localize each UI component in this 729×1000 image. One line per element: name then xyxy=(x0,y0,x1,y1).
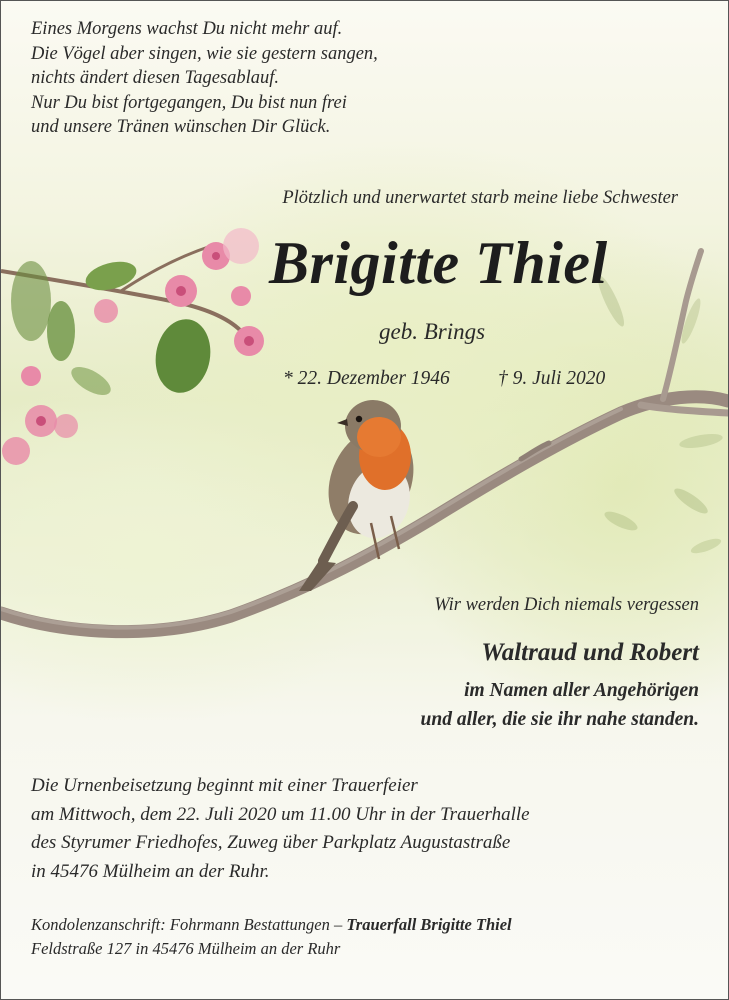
poem-line: nichts ändert diesen Tagesablauf. xyxy=(31,68,280,88)
poem-line: Nur Du bist fortgegangen, Du bist nun frei xyxy=(31,92,347,113)
poem-line: und unsere Tränen wünschen Dir Glück. xyxy=(31,117,331,137)
condolence-line xyxy=(31,913,512,937)
poem-line: Die Vögel aber singen, wie sie gestern sangen, xyxy=(31,43,378,64)
funeral-line: des Styrumer Friedhofes, Zuweg über Parkplatz Augustastraße xyxy=(31,832,511,853)
relatives-text xyxy=(421,676,699,734)
condolence-address xyxy=(31,913,512,960)
condolence-case: Trauerfall Brigitte Thiel xyxy=(346,915,512,934)
relatives-line: im Namen aller Angehörigen xyxy=(464,680,699,701)
poem-line: Eines Morgens wachst Du nicht mehr auf. xyxy=(31,19,343,39)
condolence-label: Kondolenzanschrift: Fohrmann Bestattungen – xyxy=(31,915,343,934)
apple-blossom-twig xyxy=(1,228,264,465)
poem xyxy=(31,17,378,140)
condolence-street: Feldstraße 127 in 45476 Mülheim an der Ruhr xyxy=(31,938,341,958)
memory-line: Wir werden Dich niemals vergessen xyxy=(434,595,699,615)
funeral-line: am Mittwoch, dem 22. Juli 2020 um 11.00 Uhr in der Trauerhalle xyxy=(31,803,530,825)
relatives-line: und aller, die sie ihr nahe standen. xyxy=(420,709,699,730)
mourner-names: Waltraud und Robert xyxy=(481,639,699,666)
death-date: † 9. Juli 2020 xyxy=(498,368,606,389)
death-announcement-intro: Plötzlich und unerwartet starb meine liebe Schwester xyxy=(282,188,678,208)
funeral-details xyxy=(31,772,530,886)
birth-date: * 22. Dezember 1946 xyxy=(283,368,450,389)
deceased-name: Brigitte Thiel xyxy=(269,230,608,296)
funeral-line: Die Urnenbeisetzung beginnt mit einer Trauerfeier xyxy=(31,775,418,796)
maiden-name: geb. Brings xyxy=(379,319,486,344)
funeral-line: in 45476 Mülheim an der Ruhr. xyxy=(31,860,270,882)
